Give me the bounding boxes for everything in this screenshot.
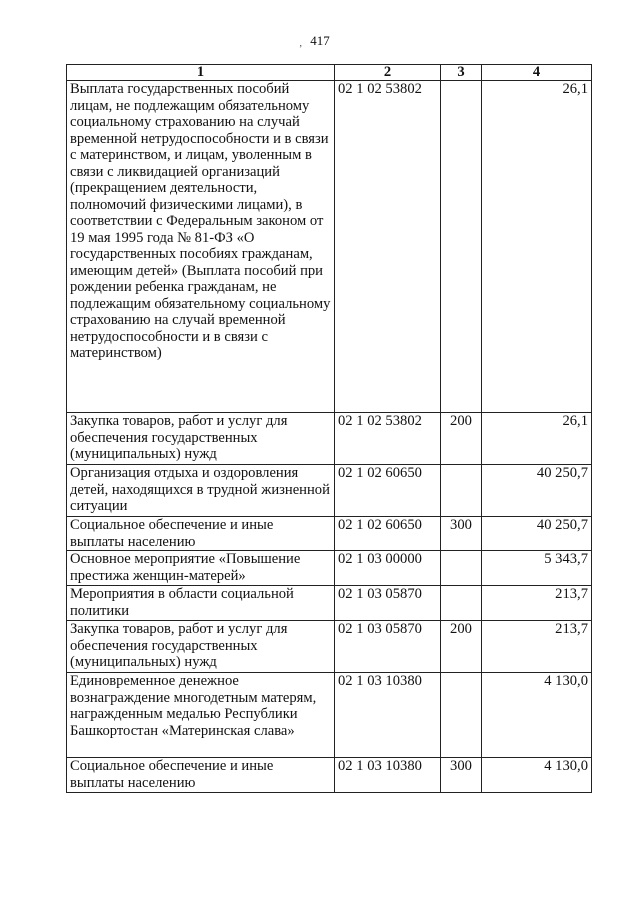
- table-header-row: [67, 65, 592, 81]
- column-header-3: 3: [441, 65, 482, 81]
- row-amount: 40 250,7: [482, 517, 592, 551]
- row-code: 02 1 03 00000: [335, 551, 441, 586]
- table-row: [67, 586, 592, 621]
- row-amount: 4 130,0: [482, 758, 592, 793]
- row-amount: 4 130,0: [482, 673, 592, 758]
- row-code: 02 1 02 60650: [335, 517, 441, 551]
- row-code: 02 1 02 53802: [335, 413, 441, 465]
- row-name: Закупка товаров, работ и услуг для обеспечения государственных (муниципальных) нужд: [67, 621, 335, 673]
- row-name: Социальное обеспечение и иные выплаты населению: [67, 758, 335, 793]
- table-row: [67, 758, 592, 793]
- row-type: [441, 81, 482, 413]
- row-type: [441, 673, 482, 758]
- table-row: [67, 413, 592, 465]
- row-type: 200: [441, 621, 482, 673]
- row-amount: 5 343,7: [482, 551, 592, 586]
- table-row: [67, 81, 592, 413]
- row-name: Основное мероприятие «Повышение престижа женщин-матерей»: [67, 551, 335, 586]
- column-header-2: 2: [335, 65, 441, 81]
- row-amount: 26,1: [482, 81, 592, 413]
- row-name: Социальное обеспечение и иные выплаты населению: [67, 517, 335, 551]
- scan-mark: ‚: [299, 38, 303, 49]
- row-code: 02 1 03 05870: [335, 586, 441, 621]
- row-amount: 40 250,7: [482, 465, 592, 517]
- row-code: 02 1 03 10380: [335, 673, 441, 758]
- row-type: [441, 465, 482, 517]
- table-row: [67, 673, 592, 758]
- row-type: [441, 551, 482, 586]
- table-row: [67, 465, 592, 517]
- row-name: Мероприятия в области социальной политики: [67, 586, 335, 621]
- row-name: Выплата государственных пособий лицам, не подлежащим обязательному социальному страхованию на случай временной нетрудоспособности и в связи с материнством, и лицам, уволенным в связи с ликвидацией организаций (прекращением деятельности, полномочий физическими лицами), в соответствии с Федеральным законом от 19 мая 1995 года № 81-ФЗ «О государственных пособиях гражданам, имеющим детей» (Выплата пособий при рождении ребенка гражданам, не подлежащим обязательному социальному страхованию на случай временной нетрудоспособности и в связи с материнством): [67, 81, 335, 413]
- table-row: [67, 551, 592, 586]
- row-name: Единовременное денежное вознаграждение многодетным матерям, награжденным медалью Республики Башкортостан «Материнская слава»: [67, 673, 335, 758]
- budget-table: [66, 64, 592, 793]
- table-row: [67, 621, 592, 673]
- row-code: 02 1 02 53802: [335, 81, 441, 413]
- row-type: [441, 586, 482, 621]
- column-header-1: 1: [67, 65, 335, 81]
- row-amount: 213,7: [482, 586, 592, 621]
- row-amount: 213,7: [482, 621, 592, 673]
- row-type: 300: [441, 758, 482, 793]
- page-number: 417: [310, 33, 330, 48]
- row-code: 02 1 02 60650: [335, 465, 441, 517]
- row-code: 02 1 03 10380: [335, 758, 441, 793]
- table-row: [67, 517, 592, 551]
- row-code: 02 1 03 05870: [335, 621, 441, 673]
- row-name: Организация отдыха и оздоровления детей, находящихся в трудной жизненной ситуации: [67, 465, 335, 517]
- column-header-4: 4: [482, 65, 592, 81]
- row-type: 200: [441, 413, 482, 465]
- row-amount: 26,1: [482, 413, 592, 465]
- row-name: Закупка товаров, работ и услуг для обеспечения государственных (муниципальных) нужд: [67, 413, 335, 465]
- row-type: 300: [441, 517, 482, 551]
